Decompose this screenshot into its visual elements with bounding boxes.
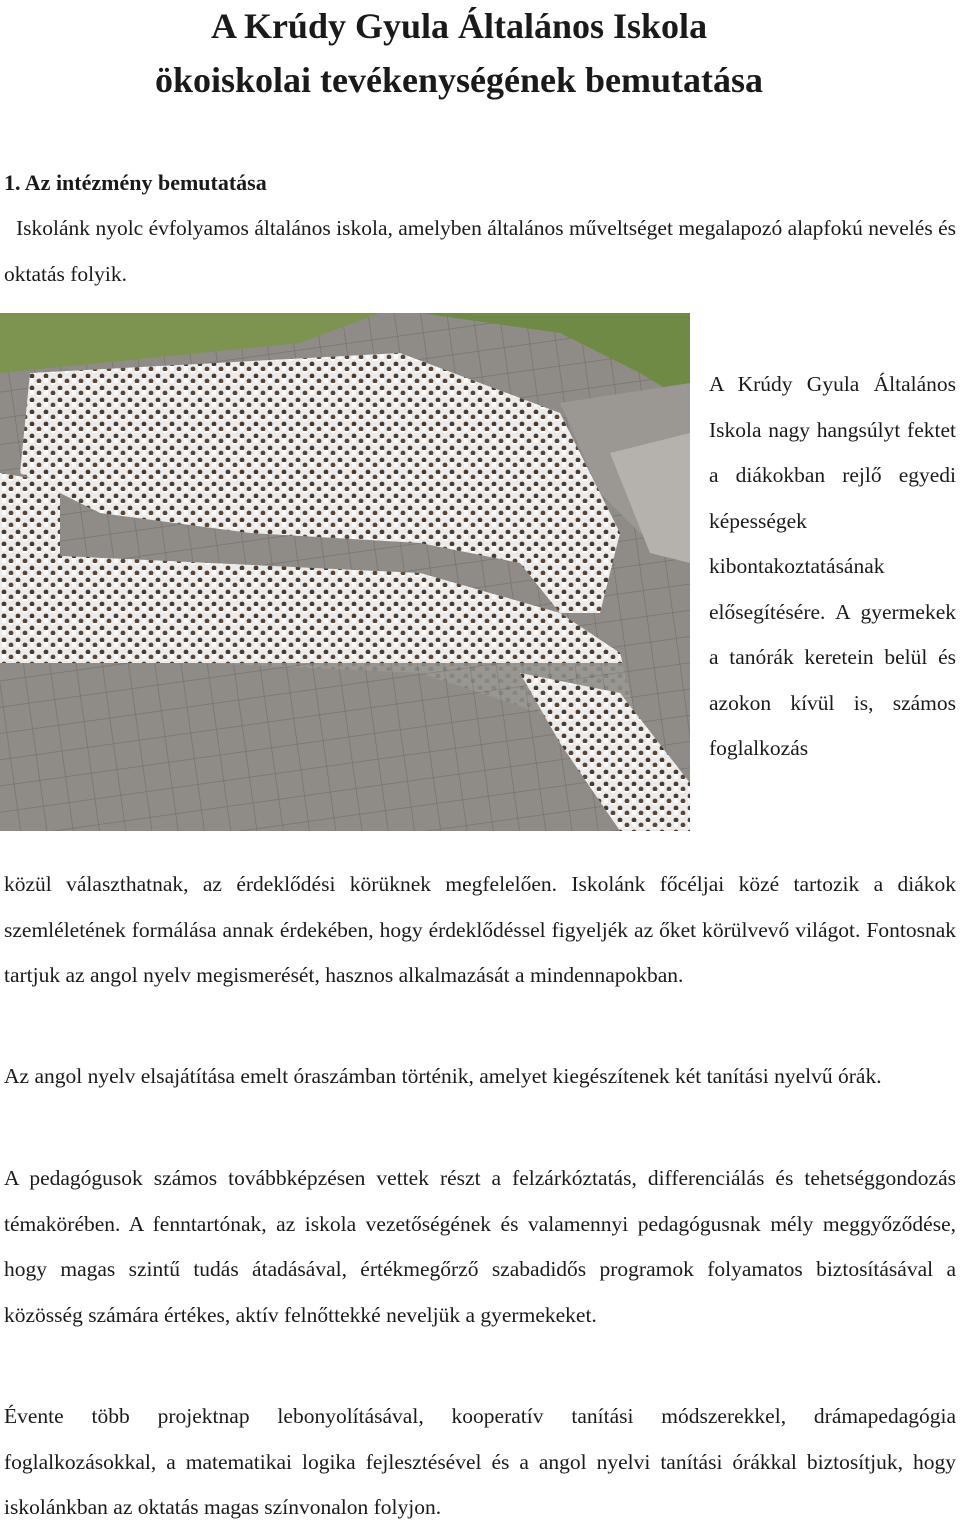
paragraph-english-language: Az angol nyelv elsajátítása emelt óraszámban történik, amelyet kiegészítenek két tanítási nyelvű órák. [4,1064,882,1088]
document-title-line-1: A Krúdy Gyula Általános Iskola [210,6,708,46]
paragraph-teachers: A pedagógusok számos továbbképzésen vettek részt a felzárkóztatás, differenciálás és tehetséggondozás témakörében. A fenntartónak, az iskola vezetőségének és valamennyi pedagógusnak mély meggyőződése, hogy magas szintű tudás átadásával, értékmegőrző szabadidős programok folyamatos biztosításával a közösség számára értékes, aktív felnőttekké neveljük a gyermekeket. [4,1166,956,1327]
side-paragraph: A Krúdy Gyula Általános Iskola nagy hangsúlyt fektet a diákokban rejlő egyedi képességek kibontakoztatásának elősegítésére. A gyermekek a tanórák keretein belül és azokon kívül is, számos foglalkozás [709,372,956,760]
paragraph-projects: Évente több projektnap lebonyolításával, kooperatív tanítási módszerekkel, drámapedagógia foglalkozásokkal, a matematikai logika fejlesztésével és a angol nyelvi tanítási órákkal biztosítjuk, hogy iskolánkban az oktatás magas színvonalon folyjon. [4,1404,956,1519]
section-heading: 1. Az intézmény bemutatása [4,170,267,195]
intro-paragraph: Iskolánk nyolc évfolyamos általános iskola, amelyben általános műveltséget megalapozó alapfokú nevelés és oktatás folyik. [4,216,956,286]
document-title-line-2: ökoiskolai tevékenységének bemutatása [154,60,763,100]
school-group-photo [0,313,690,831]
continuation-paragraph: közül választhatnak, az érdeklődési körüknek megfelelően. Iskolánk főcéljai közé tartozik a diákok szemléletének formálása annak érdekében, hogy érdeklődéssel figyeljék az őket körülvevő világot. Fontosnak tartjuk az angol nyelv megismerését, hasznos alkalmazását a mindennapokban. [4,872,956,987]
